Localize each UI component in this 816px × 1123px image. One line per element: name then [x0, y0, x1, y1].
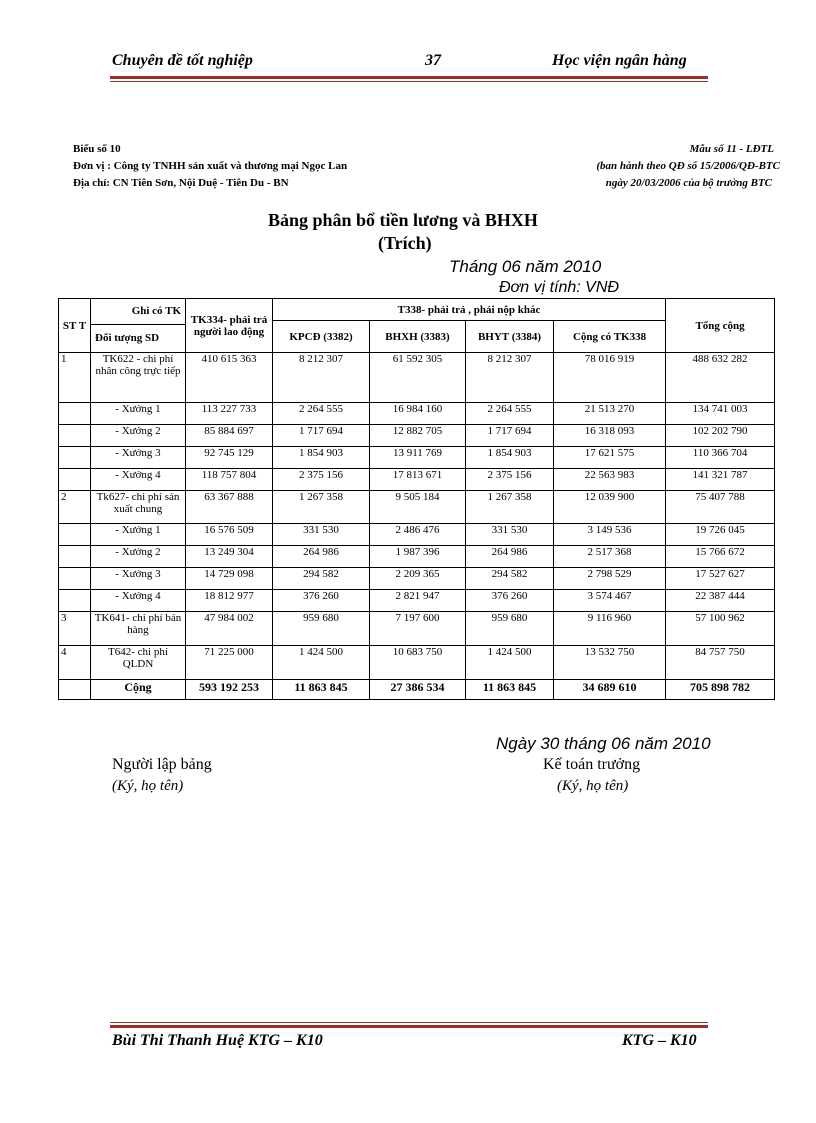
row-name: - Xưởng 2 [91, 425, 186, 447]
month-label: Tháng 06 năm 2010 [449, 257, 602, 276]
cell-cong: 13 532 750 [554, 646, 666, 680]
header-bhxh: BHXH (3383) [370, 321, 466, 353]
cell-tong: 15 766 672 [666, 546, 775, 568]
cell-kpcd: 331 530 [273, 524, 370, 546]
cell-bhyt: 959 680 [466, 612, 554, 646]
table-row [59, 546, 775, 568]
row-stt [59, 590, 91, 612]
row-stt: 4 [59, 646, 91, 680]
row-stt [59, 447, 91, 469]
cell-kpcd: 1 267 358 [273, 491, 370, 524]
row-name: T642- chi phí QLDN [91, 646, 186, 680]
unit-address: Địa chỉ: CN Tiên Sơn, Nội Duệ - Tiên Du - BN [73, 177, 289, 189]
row-stt [59, 568, 91, 590]
row-stt [59, 425, 91, 447]
table-row [59, 612, 775, 646]
cell-bhyt: 331 530 [466, 524, 554, 546]
header-stt: ST T [59, 299, 91, 353]
cell-kpcd: 959 680 [273, 612, 370, 646]
cell-cong: 22 563 983 [554, 469, 666, 491]
footer-rule-thin [110, 1022, 708, 1023]
row-name: Tk627- chi phí sản xuất chung [91, 491, 186, 524]
total-bhxh: 27 386 534 [370, 680, 466, 700]
total-label: Cộng [91, 680, 186, 700]
row-stt: 3 [59, 612, 91, 646]
row-stt [59, 524, 91, 546]
cell-tk334: 85 884 697 [186, 425, 273, 447]
cell-tk334: 113 227 733 [186, 403, 273, 425]
table-row [59, 447, 775, 469]
cell-kpcd: 1 854 903 [273, 447, 370, 469]
cell-tk334: 14 729 098 [186, 568, 273, 590]
cell-kpcd: 2 375 156 [273, 469, 370, 491]
issued-date: ngày 20/03/2006 của bộ trưởng BTC [605, 177, 772, 189]
cell-bhyt: 2 375 156 [466, 469, 554, 491]
table-row [59, 491, 775, 524]
cell-bhyt: 1 267 358 [466, 491, 554, 524]
cell-cong: 3 574 467 [554, 590, 666, 612]
header-t338: T338- phải trả , phải nộp khác [273, 299, 666, 321]
table-row [59, 403, 775, 425]
cell-cong: 17 621 575 [554, 447, 666, 469]
preparer-title: Người lập bảng [112, 756, 212, 773]
cell-tong: 57 100 962 [666, 612, 775, 646]
cell-tk334: 118 757 804 [186, 469, 273, 491]
cell-cong: 21 513 270 [554, 403, 666, 425]
cell-bhxh: 12 882 705 [370, 425, 466, 447]
row-stt: 1 [59, 353, 91, 403]
cell-tk334: 63 367 888 [186, 491, 273, 524]
cell-bhxh: 17 813 671 [370, 469, 466, 491]
cell-kpcd: 1 717 694 [273, 425, 370, 447]
cell-bhxh: 10 683 750 [370, 646, 466, 680]
cell-bhxh: 61 592 305 [370, 353, 466, 403]
cell-cong: 16 318 093 [554, 425, 666, 447]
cell-cong: 2 798 529 [554, 568, 666, 590]
cell-tong: 84 757 750 [666, 646, 775, 680]
cell-kpcd: 2 264 555 [273, 403, 370, 425]
chief-accountant-note: (Ký, họ tên) [557, 778, 629, 794]
header-tong: Tổng cộng [666, 299, 775, 353]
footer-right: KTG – K10 [622, 1032, 697, 1049]
cell-cong: 9 116 960 [554, 612, 666, 646]
page-title: Bảng phân bổ tiền lương và BHXH [268, 210, 538, 230]
cell-tong: 110 366 704 [666, 447, 775, 469]
row-name: - Xưởng 3 [91, 447, 186, 469]
cell-tk334: 92 745 129 [186, 447, 273, 469]
header-rule [110, 76, 708, 79]
cell-bhyt: 2 264 555 [466, 403, 554, 425]
cell-bhxh: 2 821 947 [370, 590, 466, 612]
cell-bhxh: 9 505 184 [370, 491, 466, 524]
total-row [59, 680, 775, 700]
total-bhyt: 11 863 845 [466, 680, 554, 700]
chief-accountant-title: Kế toán trưởng [543, 756, 641, 773]
cell-bhxh: 7 197 600 [370, 612, 466, 646]
cell-bhyt: 294 582 [466, 568, 554, 590]
cell-bhyt: 1 424 500 [466, 646, 554, 680]
form-number: Biểu số 10 [73, 143, 121, 155]
row-name: TK622 - chi phí nhân công trực tiếp [91, 353, 186, 403]
row-name: - Xưởng 1 [91, 524, 186, 546]
cell-tong: 19 726 045 [666, 524, 775, 546]
table-row [59, 469, 775, 491]
table-row [59, 425, 775, 447]
cell-cong: 12 039 900 [554, 491, 666, 524]
header-ghi-co-label: Ghi có TK [131, 305, 181, 317]
cell-kpcd: 8 212 307 [273, 353, 370, 403]
total-stt [59, 680, 91, 700]
cell-tk334: 410 615 363 [186, 353, 273, 403]
cell-tong: 17 527 627 [666, 568, 775, 590]
header-rule-thin [110, 81, 708, 82]
table-row [59, 590, 775, 612]
row-name: - Xưởng 2 [91, 546, 186, 568]
cell-bhxh: 1 987 396 [370, 546, 466, 568]
template-number: Mẫu số 11 - LĐTL [689, 143, 774, 155]
total-tong: 705 898 782 [666, 680, 775, 700]
header-kpcd: KPCĐ (3382) [273, 321, 370, 353]
row-name: - Xưởng 4 [91, 469, 186, 491]
cell-tk334: 71 225 000 [186, 646, 273, 680]
table-row [59, 353, 775, 403]
cell-tong: 22 387 444 [666, 590, 775, 612]
row-name: - Xưởng 4 [91, 590, 186, 612]
row-name: TK641- chi phí bán hàng [91, 612, 186, 646]
table-row [59, 568, 775, 590]
header-doi-tuong: Đối tượng SD [95, 332, 160, 344]
cell-bhyt: 264 986 [466, 546, 554, 568]
cell-tk334: 16 576 509 [186, 524, 273, 546]
cell-kpcd: 264 986 [273, 546, 370, 568]
row-stt: 2 [59, 491, 91, 524]
footer-left: Bùi Thi Thanh Huệ KTG – K10 [112, 1032, 323, 1049]
cell-tk334: 47 984 002 [186, 612, 273, 646]
cell-kpcd: 1 424 500 [273, 646, 370, 680]
total-kpcd: 11 863 845 [273, 680, 370, 700]
footer-rule [110, 1025, 708, 1028]
cell-tk334: 18 812 977 [186, 590, 273, 612]
preparer-note: (Ký, họ tên) [112, 778, 184, 794]
cell-tong: 75 407 788 [666, 491, 775, 524]
cell-bhyt: 376 260 [466, 590, 554, 612]
header-right: Học viện ngân hàng [552, 52, 687, 69]
signature-date: Ngày 30 tháng 06 năm 2010 [496, 734, 711, 753]
cell-tong: 102 202 790 [666, 425, 775, 447]
page-subtitle: (Trích) [378, 233, 432, 253]
cell-bhyt: 8 212 307 [466, 353, 554, 403]
cell-cong: 2 517 368 [554, 546, 666, 568]
row-name: - Xưởng 3 [91, 568, 186, 590]
header-left: Chuyên đề tốt nghiệp [112, 52, 253, 69]
row-stt [59, 469, 91, 491]
total-tk334: 593 192 253 [186, 680, 273, 700]
total-cong: 34 689 610 [554, 680, 666, 700]
cell-kpcd: 376 260 [273, 590, 370, 612]
issued-by: (ban hành theo QĐ số 15/2006/QĐ-BTC [596, 160, 780, 172]
cell-tong: 488 632 282 [666, 353, 775, 403]
header-tk334: TK334- phải trả người lao động [186, 299, 273, 353]
unit-name: Đơn vị : Công ty TNHH sản xuất và thương mại Ngọc Lan [73, 160, 348, 172]
cell-tong: 141 321 787 [666, 469, 775, 491]
cell-cong: 78 016 919 [554, 353, 666, 403]
table-row [59, 524, 775, 546]
table-row [59, 646, 775, 680]
cell-bhyt: 1 717 694 [466, 425, 554, 447]
allocation-table [58, 298, 775, 700]
cell-kpcd: 294 582 [273, 568, 370, 590]
cell-tk334: 13 249 304 [186, 546, 273, 568]
cell-tong: 134 741 003 [666, 403, 775, 425]
cell-bhxh: 2 209 365 [370, 568, 466, 590]
header-ghi-co [91, 299, 186, 353]
row-stt [59, 546, 91, 568]
cell-bhxh: 13 911 769 [370, 447, 466, 469]
unit-label: Đơn vị tính: VNĐ [499, 279, 619, 296]
row-stt [59, 403, 91, 425]
header-page-number: 37 [425, 52, 441, 69]
cell-bhxh: 2 486 476 [370, 524, 466, 546]
header-bhyt: BHYT (3384) [466, 321, 554, 353]
cell-bhyt: 1 854 903 [466, 447, 554, 469]
cell-bhxh: 16 984 160 [370, 403, 466, 425]
header-cong-co: Cộng có TK338 [554, 321, 666, 353]
cell-cong: 3 149 536 [554, 524, 666, 546]
row-name: - Xưởng 1 [91, 403, 186, 425]
